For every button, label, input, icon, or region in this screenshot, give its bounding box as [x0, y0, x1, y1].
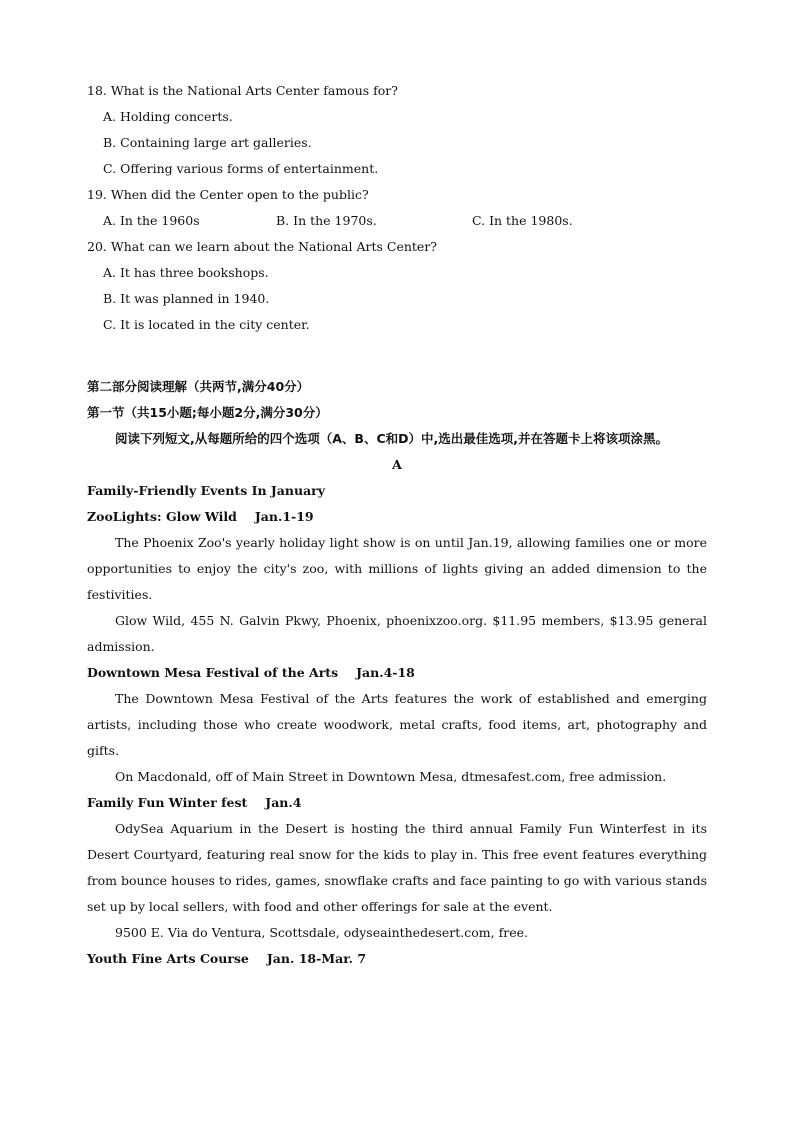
passage-title: Family-Friendly Events In January — [87, 483, 326, 498]
question-19-option-a: A. In the 1960s — [103, 213, 200, 228]
question-18-option-c: C. Offering various forms of entertainment. — [103, 161, 379, 176]
question-19-stem: 19. When did the Center open to the public? — [87, 187, 369, 202]
instructions: 阅读下列短文,从每题所给的四个选项（A、B、C和D）中,选出最佳选项,并在答题卡上将该项涂黑。 — [115, 431, 668, 446]
event-date: Jan.1-19 — [254, 509, 314, 524]
passage-label: A — [392, 457, 402, 472]
question-18-option-b: B. Containing large art galleries. — [103, 135, 312, 150]
question-19-options — [87, 208, 707, 234]
event-heading — [87, 946, 707, 972]
question-18-stem: 18. What is the National Arts Center famous for? — [87, 83, 398, 98]
event-description: The Downtown Mesa Festival of the Arts features the work of established and emerging artists, including those who create woodwork, metal crafts, food items, art, photography and gifts. — [87, 691, 707, 758]
event-heading — [87, 660, 707, 686]
event-info: On Macdonald, off of Main Street in Downtown Mesa, dtmesafest.com, free admission. — [115, 769, 667, 784]
event-name: Family Fun Winter fest — [87, 795, 248, 810]
event-info: Glow Wild, 455 N. Galvin Pkwy, Phoenix, phoenixzoo.org. $11.95 members, $13.95 general admission. — [87, 613, 707, 654]
question-18-option-a: A. Holding concerts. — [103, 109, 233, 124]
spacer — [87, 338, 707, 374]
question-20-stem: 20. What can we learn about the National Arts Center? — [87, 239, 437, 254]
event-name: Downtown Mesa Festival of the Arts — [87, 665, 339, 680]
question-20-option-a: A. It has three bookshops. — [103, 265, 269, 280]
event-name: Youth Fine Arts Course — [87, 951, 249, 966]
event-name: ZooLights: Glow Wild — [87, 509, 237, 524]
event-info: 9500 E. Via do Ventura, Scottsdale, odyseainthedesert.com, free. — [115, 925, 528, 940]
event-date: Jan.4-18 — [356, 665, 415, 680]
exam-page — [87, 78, 707, 972]
event-heading — [87, 504, 707, 530]
question-20-option-b: B. It was planned in 1940. — [103, 291, 270, 306]
part-title: 第二部分阅读理解（共两节,满分40分） — [87, 379, 310, 394]
event-description: OdySea Aquarium in the Desert is hosting the third annual Family Fun Winterfest in its Desert Courtyard, featuring real snow for the kids to play in. This free event features everything from bounce houses to rides, games, snowflake crafts and face painting to go with various stands set up by local sellers, with food and other offerings for sale at the event. — [87, 821, 707, 914]
event-description: The Phoenix Zoo's yearly holiday light show is on until Jan.19, allowing families one or more opportunities to enjoy the city's zoo, with millions of lights giving an added dimension to the festivities. — [87, 535, 707, 602]
question-20-option-c: C. It is located in the city center. — [103, 317, 310, 332]
question-19-option-b: B. In the 1970s. — [276, 213, 377, 228]
event-date: Jan. 18-Mar. 7 — [266, 951, 367, 966]
event-date: Jan.4 — [265, 795, 302, 810]
question-19-option-c: C. In the 1980s. — [472, 213, 573, 228]
event-heading — [87, 790, 707, 816]
subsection-title: 第一节（共15小题;每小题2分,满分30分） — [87, 405, 328, 420]
